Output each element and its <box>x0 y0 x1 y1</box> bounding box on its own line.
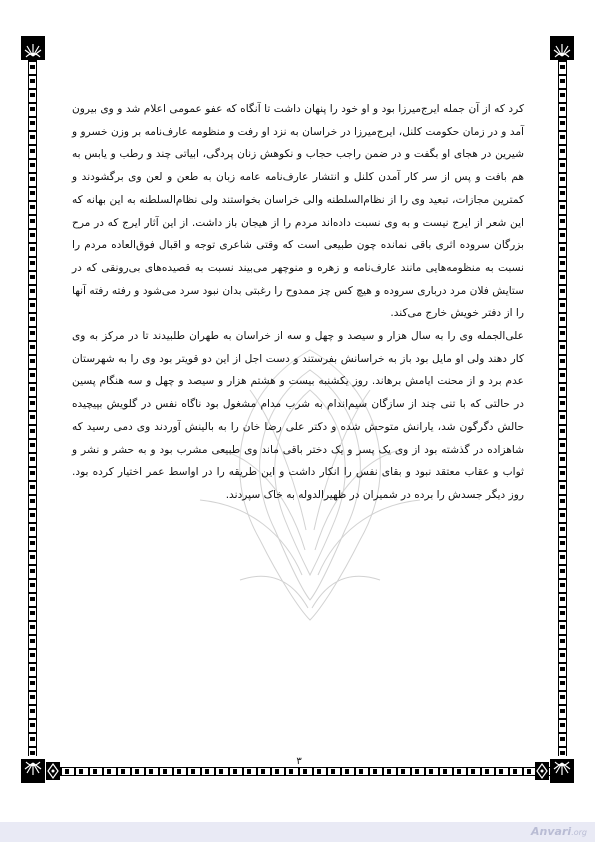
site-credit[interactable] <box>531 825 587 838</box>
document-body <box>72 98 524 507</box>
site-name: Anvari <box>531 825 572 838</box>
top-left-sunburst-icon <box>21 36 45 60</box>
paragraph-1: کرد که از آن جمله ایرج‌میرزا بود و او خود را پنهان داشت تا آنگاه که عفو عمومی اعلام شد و وی بیرون آمد و در زمان حکومت کلنل، ایرج‌میرزا در خراسان به نزد او رفت و منظومه عارف‌نامه بر وزن خسرو و شیرین در هجای او بگفت و در ضمن راجب حجاب و نکوهش زنان پردگی، ابیاتی چند و رطب و یابس به هم بافت و پس از سر کار آمدن کلنل و انتشار عارف‌نامه عامه زبان به طعن و لعن وی برگشودند و کمترین مجازات، تبعید وی را از نظام‌السلطنه والی خراسان بخواستند ولی نظام‌السلطنه به این بهانه که این شعر از ایرج نیست و به وی نسبت داده‌اند مردم را از هیجان باز داشت. از این آثار ایرج که در مرح بزرگان سروده اثری باقی نمانده چون طبیعی است که وقتی شاعری توجه و اقبال فوق‌العاده مردم را نسبت به منظومه‌هایی مانند عارف‌نامه و زهره و منوچهر می‌بیند نسبت به قصیده‌های بی‌رونقی که در ستایش فلان مرد درباری سروده و هیچ کس چز ممدوح را رغبتی بدان نبود سرد می‌شود و رفته رفته آنها را از دفتر خویش خارج می‌کند. <box>72 103 524 320</box>
frame-left-border <box>28 60 37 756</box>
site-tld: .org <box>571 828 587 837</box>
top-right-sunburst-icon <box>550 36 574 60</box>
site-credit-strip <box>0 822 595 842</box>
frame-bottom-border <box>60 767 558 776</box>
page-number: ۳ <box>296 756 302 767</box>
paragraph-2: علی‌الجمله وی را به سال هزار و سیصد و چهل و سه از خراسان به طهران طلبیدند تا در مرکز به وی کار دهند ولی او مایل بود باز به خراسانش بفرستند و دست اجل از این دو قویتر بود وی را به شهرستان عدم برد و از محنت ایامش برهاند. روز یکشنبه بیست و هشتم هزار و سیصد و چهل و سه هنگام پسین در حالتی که با تنی چند از سازگان سیم‌اندام به شرب مدام مشغول بود ناگاه نفس در گلویش بپیچیده حالش دگرگون شد، یارانش متوحش شده و دکتر علی رضا خان را به بالینش آوردند وی دمی رسید که شاهزاده در گذشته بود از وی یک پسر و یک دختر باقی ماند وی طبیعی مشرب بود و به حشر و نشر و ثواب و عقاب معتقد نبود و بقای نفس را انکار داشت و این طریقه را در اواسط عمر اختیار کرده بود. روز دیگر جسدش را برده در شمیران در ظهیرالدوله به خاک سپردند. <box>72 330 524 501</box>
right-floral-ornament-icon <box>535 762 549 780</box>
bottom-left-sunburst-icon <box>21 759 45 783</box>
frame-right-border <box>558 60 567 756</box>
bottom-right-sunburst-icon <box>550 759 574 783</box>
left-floral-ornament-icon <box>46 762 60 780</box>
